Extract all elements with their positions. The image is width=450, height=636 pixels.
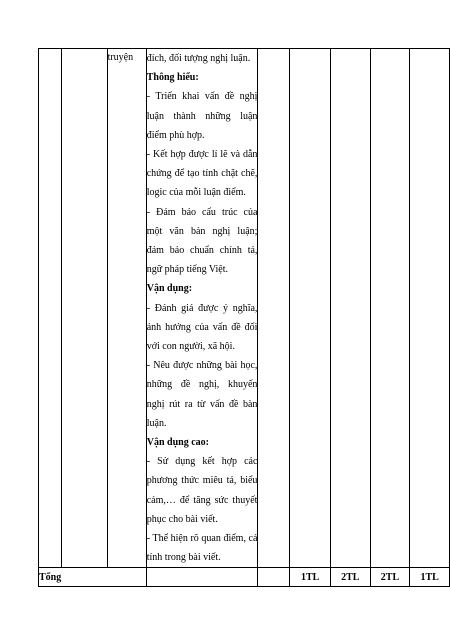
table-row (39, 49, 450, 568)
topic-text: truyện (107, 52, 134, 63)
total-value: 2TL (370, 568, 410, 587)
level-heading: Vận dụng cao: (146, 437, 209, 449)
level-heading: Thông hiểu: (146, 72, 199, 84)
requirement-item: - Kết hợp được lí lẽ và dẫn chứng để tạo tính chặt chẽ, logic của mỗi luận điểm. (146, 149, 258, 199)
total-empty-cell (258, 568, 290, 587)
total-empty-cell (146, 568, 258, 587)
requirement-item: - Triển khai vấn đề nghị luận thành những luận điểm phù hợp. (146, 91, 258, 141)
requirement-list (147, 49, 258, 567)
level-cell-5 (410, 49, 450, 568)
specification-table (38, 48, 450, 587)
level-heading: Vận dụng: (146, 283, 193, 295)
requirement-item: - Đảm bảo cấu trúc của một văn bản nghị luận; đảm bảo chuẩn chính tả, ngữ pháp tiếng Việt. (146, 206, 258, 276)
requirement-item: - Nêu được những bài học, những đề nghị, khuyến nghị rút ra từ vấn đề bàn luận. (146, 360, 258, 429)
total-value: 1TL (410, 568, 450, 587)
level-cell-4 (370, 49, 410, 568)
requirement-item: - Thể hiện rõ quan điểm, cá tính trong bài viết. (146, 533, 258, 564)
requirement-cell (146, 49, 258, 568)
topic-cell (107, 49, 146, 568)
requirement-item: - Đánh giá được ý nghĩa, ảnh hưởng của vấn đề đối với con người, xã hội. (146, 302, 258, 353)
index-cell (39, 49, 62, 568)
skill-cell (61, 49, 107, 568)
requirement-item: - Sử dụng kết hợp các phương thức miêu tả, biểu cảm,… để tăng sức thuyết phục cho bài viết. (146, 456, 258, 525)
total-label: Tổng (39, 568, 147, 587)
total-row (39, 568, 450, 587)
total-value: 1TL (290, 568, 331, 587)
level-cell-3 (330, 49, 370, 568)
level-cell-1 (258, 49, 290, 568)
requirement-item: đích, đối tượng nghị luận. (146, 53, 251, 64)
level-cell-2 (290, 49, 331, 568)
total-value: 2TL (330, 568, 370, 587)
